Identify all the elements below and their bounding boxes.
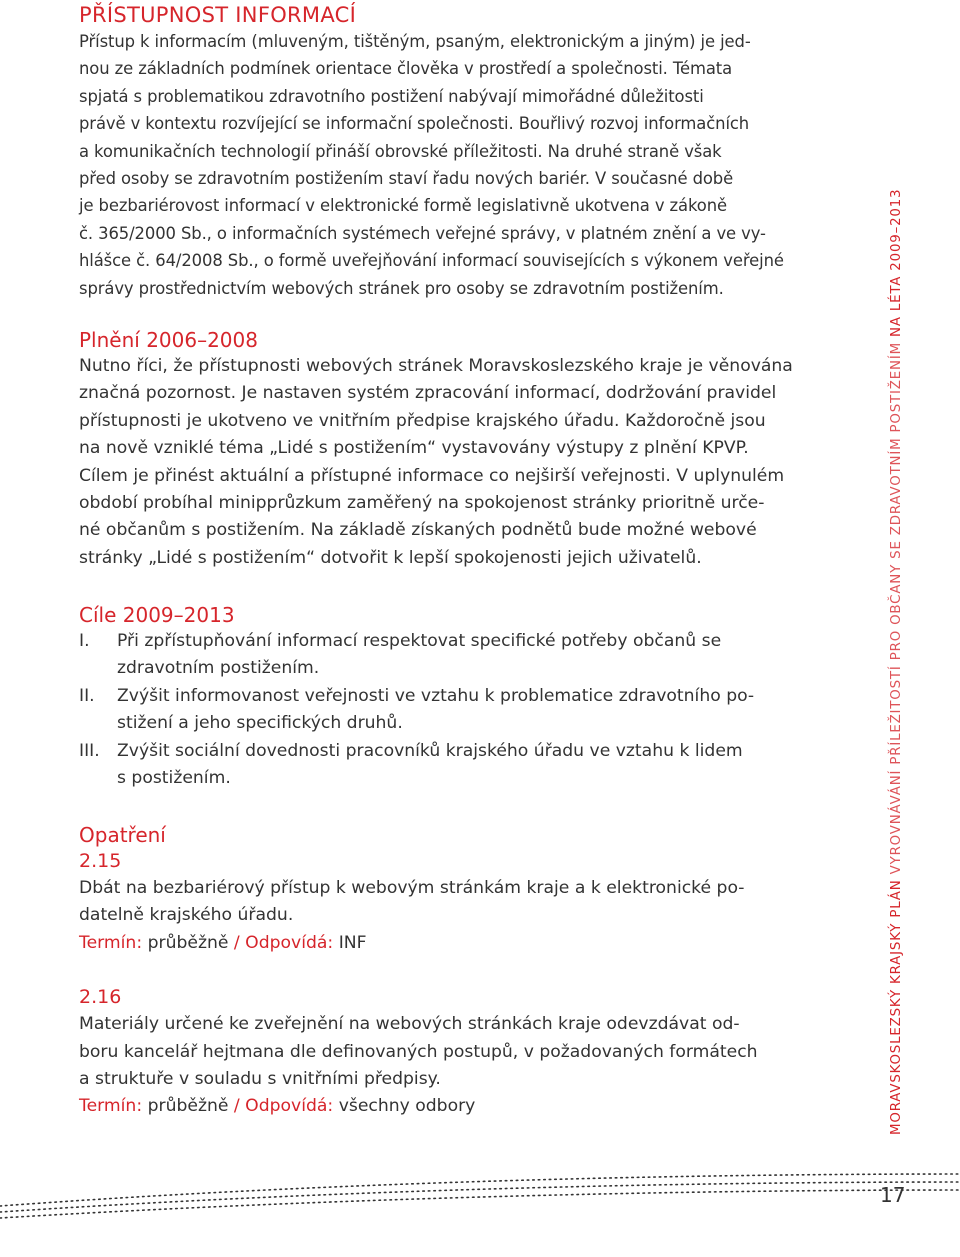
separator: / bbox=[233, 932, 240, 953]
text-line: před osoby se zdravotním postižením staví řadu nových bariér. V současné době bbox=[79, 169, 734, 189]
text-line: a komunikačních technologií přináší obrovské příležitosti. Na druhé straně však bbox=[79, 141, 722, 161]
goal-number: II. bbox=[79, 685, 95, 706]
running-title-light: VYROVNÁVÁNÍ PŘÍLEŽITOSTÍ PRO OBČANY SE ZDRAVOTNÍM POSTIŽENÍM bbox=[889, 342, 904, 875]
text-line: správy prostřednictvím webových stránek pro osoby se zdravotním postižením. bbox=[79, 278, 724, 298]
measure-item bbox=[79, 848, 831, 957]
term-value: průběžně bbox=[147, 932, 229, 953]
footer-dotted-arc bbox=[0, 1162, 960, 1232]
separator: / bbox=[233, 1096, 240, 1117]
measure-number: 2.15 bbox=[79, 850, 122, 872]
fulfilment-section bbox=[79, 327, 831, 572]
text-line: je bezbariérovost informací v elektronické formě legislativně ukotvena v zákoně bbox=[79, 196, 728, 216]
vertical-running-title bbox=[886, 135, 908, 1135]
text-line: Zvýšit informovanost veřejnosti ve vztahu k problematice zdravotního po- bbox=[117, 685, 755, 706]
responsible-value: všechny odbory bbox=[338, 1096, 476, 1117]
goal-number: III. bbox=[79, 740, 100, 761]
text-line: období probíhal minipprůzkum zaměřený na spokojenost stránky prioritně urče- bbox=[79, 493, 765, 514]
running-title-years: NA LÉTA 2009–2013 bbox=[889, 188, 904, 337]
text-line: stižení a jeho specifických druhů. bbox=[117, 713, 403, 734]
text-line: a struktuře v souladu s vnitřními předpisy. bbox=[79, 1069, 441, 1090]
text-line: hlášce č. 64/2008 Sb., o formě uveřejňování informací souvisejících s výkonem veřejné bbox=[79, 251, 784, 271]
measures-section bbox=[79, 822, 831, 1121]
text-line: právě v kontextu rozvíjející se informační společnosti. Bouřlivý rozvoj informačních bbox=[79, 114, 750, 134]
text-line: na nově vzniklé téma „Lidé s postižením“ vystavovány výstupy z plnění KPVP. bbox=[79, 438, 749, 459]
measure-number: 2.16 bbox=[79, 986, 122, 1009]
goal-item bbox=[79, 628, 831, 683]
term-label: Termín: bbox=[79, 932, 143, 953]
text-line: Cílem je přinést aktuální a přístupné informace co nejširší veřejnosti. V uplynulém bbox=[79, 465, 785, 486]
text-line: značná pozornost. Je nastaven systém zpracování informací, dodržování pravidel bbox=[79, 383, 777, 404]
measures-title: Opatření bbox=[79, 823, 166, 847]
text-line: s postižením. bbox=[117, 768, 231, 789]
responsible-label: Odpovídá: bbox=[245, 1096, 334, 1117]
text-line: datelně krajského úřadu. bbox=[79, 905, 294, 926]
page-number: 17 bbox=[880, 1183, 906, 1207]
text-line: zdravotním postižením. bbox=[117, 658, 320, 679]
text-line: nou ze základních podmínek orientace člověka v prostředí a společnosti. Témata bbox=[79, 59, 733, 79]
text-line: Nutno říci, že přístupnosti webových stránek Moravskoslezského kraje je věnována bbox=[79, 356, 793, 376]
measure-item bbox=[79, 984, 831, 1121]
running-title-bold: MORAVSKOSLEZSKÝ KRAJSKÝ PLÁN bbox=[889, 879, 904, 1135]
intro-paragraph bbox=[79, 28, 831, 302]
section-heading: PŘÍSTUPNOST INFORMACÍ bbox=[79, 3, 357, 27]
text-line: přístupnosti je ukotveno ve vnitřním předpise krajského úřadu. Každoročně jsou bbox=[79, 410, 766, 431]
text-line: stránky „Lidé s postižením“ dotvořit k lepší spokojenosti jejich uživatelů. bbox=[79, 547, 702, 568]
responsible-label: Odpovídá: bbox=[245, 932, 334, 953]
page-content bbox=[79, 0, 831, 1117]
text-line: Přístup k informacím (mluveným, tištěným, psaným, elektronickým a jiným) je jed- bbox=[79, 32, 751, 51]
text-line: Zvýšit sociální dovednosti pracovníků krajského úřadu ve vztahu k lidem bbox=[117, 740, 743, 761]
fulfilment-title: Plnění 2006–2008 bbox=[79, 328, 258, 352]
text-line: Dbát na bezbariérový přístup k webovým stránkám kraje a k elektronické po- bbox=[79, 878, 745, 898]
goal-item bbox=[79, 683, 831, 738]
text-line: né občanům s postižením. Na základě získaných podnětů bude možné webové bbox=[79, 520, 757, 541]
text-line: spjatá s problematikou zdravotního postižení nabývají mimořádné důležitosti bbox=[79, 86, 704, 106]
goals-section bbox=[79, 602, 831, 792]
term-line bbox=[79, 1093, 831, 1120]
goal-number: I. bbox=[79, 631, 90, 651]
goals-list bbox=[79, 628, 831, 792]
text-line: boru kancelář hejtmana dle definovaných postupů, v požadovaných formátech bbox=[79, 1041, 758, 1062]
term-label: Termín: bbox=[79, 1096, 143, 1117]
responsible-value: INF bbox=[338, 932, 367, 953]
text-line: č. 365/2000 Sb., o informačních systémech veřejné správy, v platném znění a ve vy- bbox=[79, 223, 766, 243]
text-line: Materiály určené ke zveřejnění na webových stránkách kraje odevzdávat od- bbox=[79, 1014, 740, 1035]
term-line bbox=[79, 930, 831, 957]
text-line: Při zpřístupňování informací respektovat specifické potřeby občanů se bbox=[117, 631, 722, 651]
term-value: průběžně bbox=[147, 1096, 229, 1117]
goal-item bbox=[79, 738, 831, 793]
goals-title: Cíle 2009–2013 bbox=[79, 603, 235, 627]
